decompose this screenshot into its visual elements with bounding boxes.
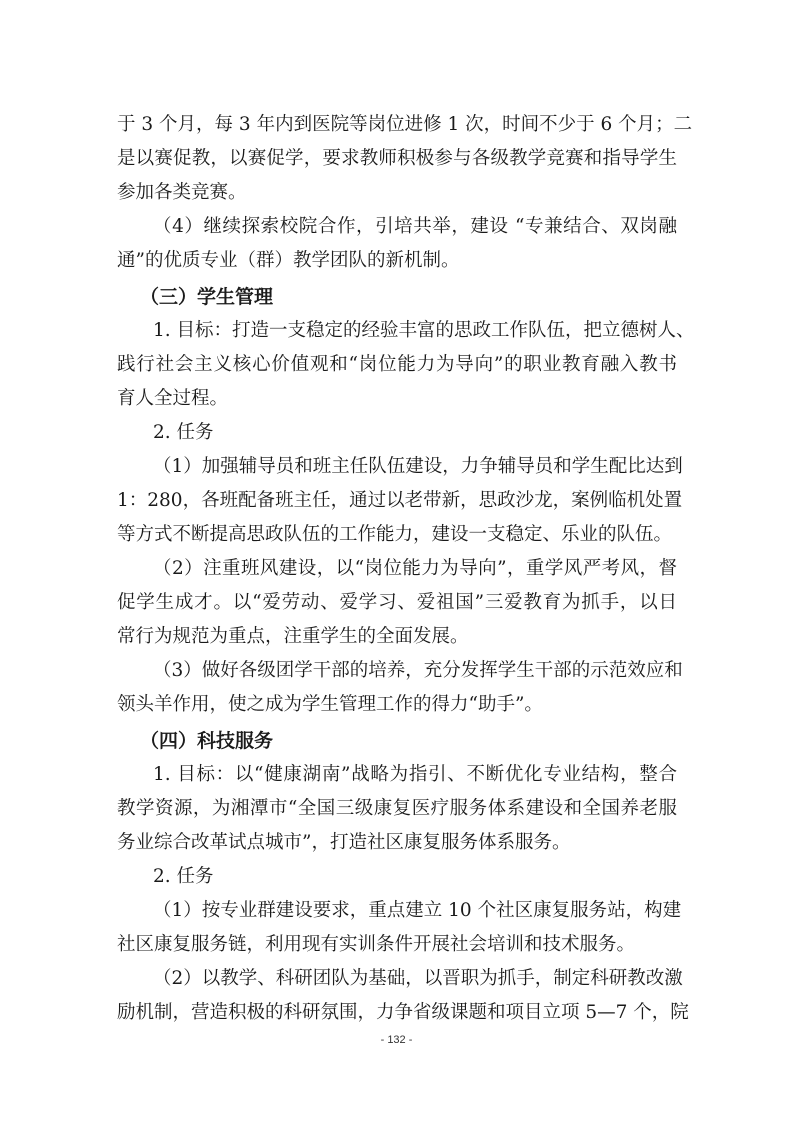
body-line: 励机制，营造积极的科研氛围，力争省级课题和项目立项 5—7 个，院	[117, 1002, 689, 1023]
body-line: （3）做好各级团学干部的培养，充分发挥学生干部的示范效应和	[153, 660, 683, 681]
body-line: 1. 目标：打造一支稳定的经验丰富的思政工作队伍，把立德树人、	[153, 320, 695, 341]
subheading-line: 2. 任务	[153, 866, 214, 887]
body-line: 参加各类竞赛。	[117, 182, 247, 203]
body-line: 于 3 个月，每 3 年内到医院等岗位进修 1 次，时间不少于 6 个月；二	[117, 114, 693, 135]
body-line: （1）按专业群建设要求，重点建立 10 个社区康复服务站，构建	[153, 900, 682, 921]
body-line: 等方式不断提高思政队伍的工作能力，建设一支稳定、乐业的队伍。	[117, 524, 673, 545]
body-line: （4）继续探索校院合作，引培共举，建设 “专兼结合、双岗融	[153, 216, 677, 237]
body-line: 通”的优质专业（群）教学团队的新机制。	[117, 250, 460, 271]
body-line: 1. 目标：以“健康湖南”战略为指引、不断优化专业结构，整合	[153, 764, 677, 785]
body-line: 育人全过程。	[117, 388, 229, 409]
body-line: 1：280，各班配备班主任，通过以老带新，思政沙龙，案例临机处置	[117, 490, 683, 511]
page-number: - 132 -	[380, 1034, 413, 1046]
body-line: 教学资源，为湘潭市“全国三级康复医疗服务体系建设和全国养老服	[117, 798, 677, 819]
body-line: 务业综合改革试点城市”，打造社区康复服务体系服务。	[117, 832, 571, 853]
body-line: 促学生成才。以“爱劳动、爱学习、爱祖国”三爱教育为抓手，以日	[117, 592, 677, 613]
section-heading: （三）学生管理	[140, 286, 274, 308]
section-heading: （四）科技服务	[140, 730, 274, 752]
body-line: 践行社会主义核心价值观和“岗位能力为导向”的职业教育融入教书	[117, 354, 677, 375]
body-line: 常行为规范为重点，注重学生的全面发展。	[117, 626, 469, 647]
body-line: 是以赛促教，以赛促学，要求教师积极参与各级教学竞赛和指导学生	[117, 148, 677, 169]
body-line: （2）注重班风建设，以“岗位能力为导向”，重学风严考风，督	[153, 558, 677, 579]
body-line: 领头羊作用，使之成为学生管理工作的得力“助手”。	[117, 694, 543, 715]
body-line: （1）加强辅导员和班主任队伍建设，力争辅导员和学生配比达到	[153, 456, 683, 477]
subheading-line: 2. 任务	[153, 422, 214, 443]
body-line: （2）以教学、科研团队为基础，以晋职为抓手，制定科研教改激	[153, 968, 683, 989]
body-line: 社区康复服务链，利用现有实训条件开展社会培训和技术服务。	[117, 934, 636, 955]
